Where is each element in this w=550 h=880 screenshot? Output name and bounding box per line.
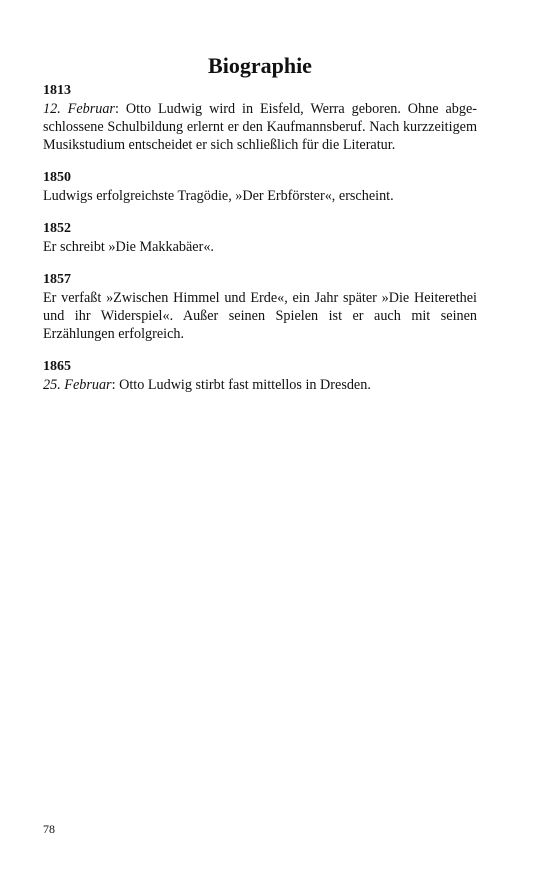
page-number: 78	[43, 822, 55, 836]
timeline-entry-1857	[43, 271, 477, 343]
entry-description: : Otto Ludwig wird in Eisfeld, Werra geboren. Ohne abgeschlossene Schulbildung erlernt er den Kaufmannsberuf. Nach kurzzeitigem Musikstudium entscheidet er sich schließlich für die Literatur.	[43, 101, 477, 153]
entry-date: 25. Februar	[43, 377, 112, 393]
entry-year: 1813	[43, 83, 71, 98]
biography-timeline	[43, 82, 477, 409]
timeline-entry-1852	[43, 220, 477, 256]
timeline-entry-1850	[43, 169, 477, 205]
timeline-entry-1865	[43, 358, 477, 394]
entry-year: 1865	[43, 359, 71, 374]
entry-year: 1850	[43, 170, 71, 185]
entry-year: 1857	[43, 272, 71, 287]
entry-description: : Otto Ludwig stirbt fast mittellos in Dresden.	[111, 377, 371, 393]
timeline-entry-1813	[43, 82, 477, 154]
entry-description: Er verfaßt »Zwischen Himmel und Erde«, ein Jahr später »Die Heiterethei und ihr Widerspiel«. Außer seinen Spielen ist er auch mit seinen Erzählungen erfolgreich.	[43, 290, 477, 342]
entry-description: Ludwigs erfolgreichste Tragödie, »Der Erbförster«, erscheint.	[43, 188, 394, 204]
entry-year: 1852	[43, 221, 71, 236]
entry-text	[43, 376, 477, 394]
page-title: Biographie	[208, 53, 312, 78]
entry-date: 12. Februar	[43, 101, 115, 117]
entry-text	[43, 100, 477, 154]
entry-description: Er schreibt »Die Makkabäer«.	[43, 239, 214, 255]
